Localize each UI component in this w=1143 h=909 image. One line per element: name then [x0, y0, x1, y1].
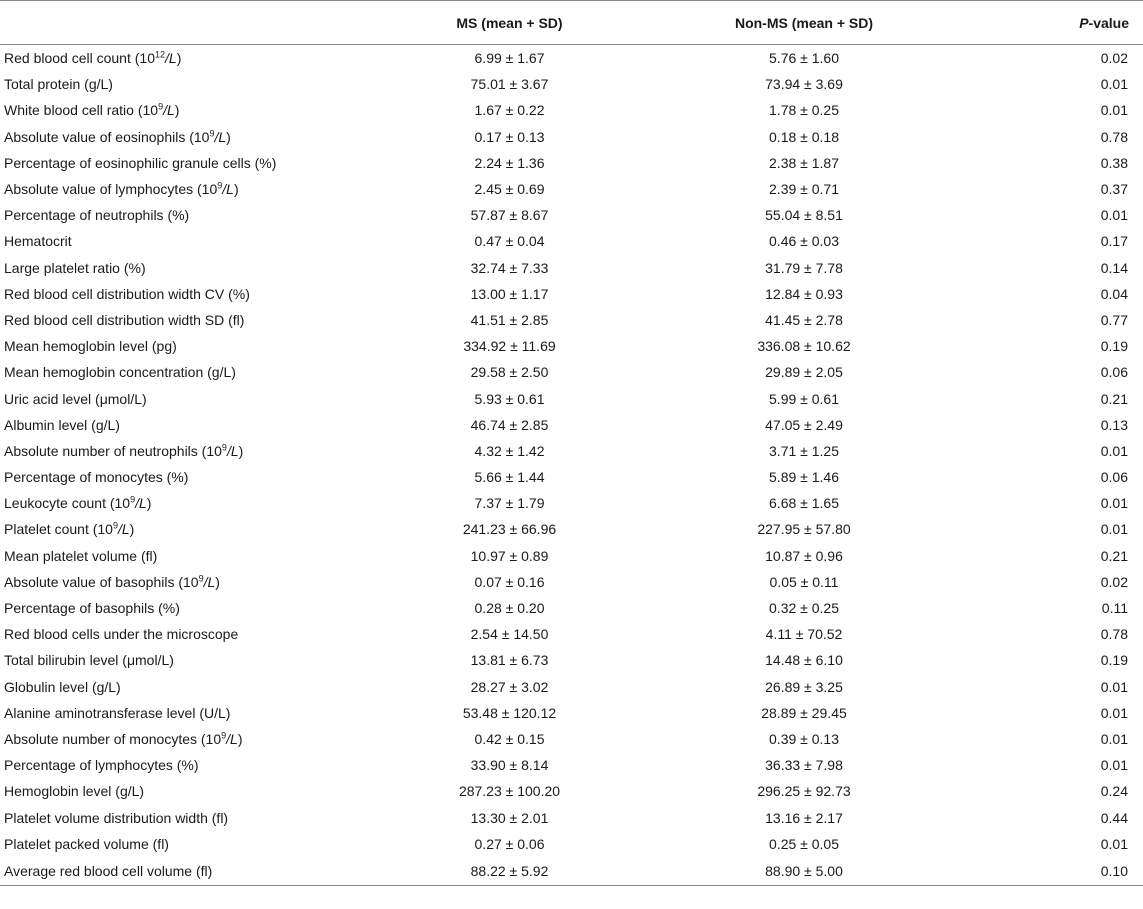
row-p-value: 0.21 [1100, 547, 1128, 564]
row-non-ms-value: 2.38 ± 1.87 [769, 154, 839, 171]
row-label [0, 228, 382, 254]
table-row [0, 595, 1143, 621]
row-label [0, 124, 382, 150]
row-p-value: 0.01 [1100, 207, 1128, 224]
row-non-ms-value: 5.99 ± 0.61 [769, 390, 839, 407]
row-label-exponent: 9 [209, 128, 215, 138]
table-row [0, 281, 1143, 307]
row-ms-value: 2.24 ± 1.36 [474, 154, 545, 171]
row-label [0, 857, 382, 886]
row-label-text: Percentage of neutrophils (%) [4, 207, 190, 224]
table-row [0, 97, 1143, 123]
row-ms-value: 41.51 ± 2.85 [470, 311, 549, 328]
header-p-rest: -value [1088, 14, 1129, 31]
row-label [0, 438, 382, 464]
table-row [0, 726, 1143, 752]
row-label-text: Percentage of lymphocytes (%) [4, 757, 199, 774]
row-non-ms-value: 47.05 ± 2.49 [765, 416, 843, 433]
row-p-value: 0.11 [1101, 600, 1128, 617]
row-label [0, 255, 382, 281]
row-ms-value: 57.87 ± 8.67 [470, 207, 549, 224]
row-ms-value: 0.47 ± 0.04 [474, 233, 545, 250]
row-non-ms-value: 36.33 ± 7.98 [765, 757, 843, 774]
table-row [0, 831, 1143, 857]
row-label [0, 752, 382, 778]
row-label-exponent: 9 [217, 180, 223, 191]
row-ms-value: 241.23 ± 66.96 [462, 521, 557, 538]
row-label-tail: ) [176, 50, 182, 67]
row-non-ms-value: 0.18 ± 0.18 [769, 128, 839, 145]
row-ms-value: 0.07 ± 0.16 [474, 573, 545, 590]
row-label-text: Uric acid level (μmol/L) [4, 390, 147, 407]
row-label-text: Absolute value of lymphocytes (10 [4, 181, 218, 198]
row-label-exponent: 9 [198, 573, 204, 584]
row-label-unit: /L [117, 521, 130, 538]
table-row [0, 464, 1143, 490]
row-label [0, 333, 382, 359]
row-ms-value: 0.27 ± 0.06 [474, 835, 545, 852]
row-label-exponent: 9 [221, 442, 227, 453]
row-ms-value: 5.93 ± 0.61 [474, 390, 545, 407]
row-non-ms-value: 0.05 ± 0.11 [769, 573, 839, 590]
row-label [0, 595, 382, 621]
row-label-text: White blood cell ratio (10 [4, 102, 159, 119]
row-ms-value: 0.17 ± 0.13 [474, 128, 545, 145]
row-ms-value: 2.54 ± 14.50 [470, 626, 549, 643]
row-non-ms-value: 4.11 ± 70.52 [765, 626, 843, 643]
table-row [0, 438, 1143, 464]
table-body [0, 45, 1143, 886]
row-label-tail: ) [129, 521, 135, 538]
row-non-ms-value: 0.32 ± 0.25 [769, 600, 839, 617]
table-row [0, 700, 1143, 726]
row-non-ms-value: 0.25 ± 0.05 [769, 835, 839, 852]
row-label-text: Albumin level (g/L) [4, 416, 120, 433]
row-label [0, 569, 382, 595]
row-p-value: 0.01 [1100, 442, 1128, 459]
row-ms-value: 10.97 ± 0.89 [470, 547, 549, 564]
row-p-value: 0.78 [1100, 128, 1128, 145]
header-p-value [983, 1, 1143, 45]
table-row [0, 647, 1143, 673]
row-ms-value: 33.90 ± 8.14 [470, 757, 549, 774]
row-ms-value: 2.45 ± 0.69 [474, 181, 545, 198]
row-label-tail: ) [238, 442, 244, 459]
row-ms-value: 32.74 ± 7.33 [470, 259, 549, 276]
row-p-value: 0.38 [1100, 154, 1128, 171]
row-label-text: Percentage of basophils (%) [4, 600, 180, 617]
row-p-value: 0.78 [1100, 626, 1128, 643]
row-label [0, 726, 382, 752]
table-row [0, 71, 1143, 97]
row-label-exponent: 9 [112, 520, 118, 531]
row-label-text: Percentage of eosinophilic granule cells (%) [4, 154, 277, 171]
table-row [0, 385, 1143, 411]
row-ms-value: 53.48 ± 120.12 [462, 704, 557, 721]
row-label-exponent: 9 [221, 730, 227, 741]
row-p-value: 0.01 [1100, 730, 1128, 747]
row-p-value: 0.37 [1100, 181, 1128, 198]
row-label-text: Platelet count (10 [4, 521, 113, 538]
row-label-text: Mean hemoglobin concentration (g/L) [4, 364, 236, 381]
row-label-text: Platelet volume distribution width (fl) [4, 809, 229, 826]
row-non-ms-value: 1.78 ± 0.25 [769, 102, 839, 119]
row-label-text: Red blood cell distribution width SD (fl) [4, 311, 245, 328]
row-label-unit: /L [163, 102, 175, 119]
table-row [0, 255, 1143, 281]
row-ms-value: 334.92 ± 11.69 [463, 338, 556, 355]
row-non-ms-value: 13.16 ± 2.17 [765, 809, 843, 826]
row-non-ms-value: 31.79 ± 7.78 [765, 259, 843, 276]
row-label-tail: ) [174, 102, 180, 119]
row-label [0, 464, 382, 490]
row-non-ms-value: 41.45 ± 2.78 [765, 311, 843, 328]
row-p-value: 0.10 [983, 857, 1143, 886]
row-ms-value: 7.37 ± 1.79 [474, 495, 545, 512]
row-p-value: 0.13 [1100, 416, 1128, 433]
row-ms-value: 6.99 ± 1.67 [474, 50, 545, 67]
table-row [0, 752, 1143, 778]
row-ms-value: 5.66 ± 1.44 [474, 469, 545, 486]
row-label-exponent: 12 [155, 49, 166, 60]
row-label [0, 281, 382, 307]
table-row [0, 543, 1143, 569]
row-non-ms-value: 5.89 ± 1.46 [769, 469, 839, 486]
table-row [0, 516, 1143, 542]
table-row [0, 857, 1143, 886]
row-ms-value: 0.28 ± 0.20 [474, 600, 545, 617]
row-non-ms-value: 227.95 ± 57.80 [757, 521, 851, 538]
table-row [0, 621, 1143, 647]
row-label-text: Platelet packed volume (fl) [4, 835, 169, 852]
table-row [0, 804, 1143, 830]
row-label [0, 202, 382, 228]
table-row [0, 333, 1143, 359]
row-non-ms-value: 12.84 ± 0.93 [765, 285, 843, 302]
table-row [0, 202, 1143, 228]
row-label-tail: ) [146, 495, 152, 512]
row-non-ms-value: 336.08 ± 10.62 [757, 338, 851, 355]
row-label-text: Leukocyte count (10 [4, 495, 131, 512]
table-row [0, 674, 1143, 700]
row-ms-value: 88.22 ± 5.92 [382, 857, 612, 886]
row-label-text: Red blood cells under the microscope [4, 626, 239, 643]
header-variable [0, 1, 382, 45]
table-row [0, 45, 1143, 72]
row-p-value: 0.14 [1100, 259, 1128, 276]
row-label [0, 307, 382, 333]
row-ms-value: 29.58 ± 2.50 [470, 364, 549, 381]
row-label [0, 700, 382, 726]
row-label-tail: ) [226, 128, 231, 145]
row-label-text: Alanine aminotransferase level (U/L) [4, 704, 231, 721]
row-label-text: Percentage of monocytes (%) [4, 469, 189, 486]
row-non-ms-value: 88.90 ± 5.00 [612, 857, 983, 886]
row-ms-value: 75.01 ± 3.67 [470, 76, 549, 93]
row-ms-value: 1.67 ± 0.22 [474, 102, 545, 119]
row-p-value: 0.01 [1100, 521, 1128, 538]
row-non-ms-value: 10.87 ± 0.96 [765, 547, 843, 564]
row-label-text: Hemoglobin level (g/L) [4, 783, 145, 800]
row-label [0, 804, 382, 830]
row-p-value: 0.17 [1100, 233, 1128, 250]
row-label-text: Absolute value of basophils (10 [4, 573, 199, 590]
row-p-value: 0.06 [1100, 469, 1128, 486]
row-label-text: Red blood cell count (10 [4, 50, 155, 67]
row-ms-value: 13.30 ± 2.01 [470, 809, 549, 826]
row-label [0, 45, 382, 72]
row-non-ms-value: 0.39 ± 0.13 [769, 730, 839, 747]
row-non-ms-value: 296.25 ± 92.73 [757, 783, 851, 800]
row-label [0, 543, 382, 569]
row-p-value: 0.01 [1100, 76, 1128, 93]
row-non-ms-value: 55.04 ± 8.51 [765, 207, 843, 224]
row-p-value: 0.77 [1100, 311, 1128, 328]
table-row [0, 778, 1143, 804]
row-non-ms-value: 6.68 ± 1.65 [769, 495, 839, 512]
row-label-text: Globulin level (g/L) [4, 678, 121, 695]
row-label-text: Hematocrit [4, 233, 72, 250]
table-row [0, 490, 1143, 516]
row-label [0, 647, 382, 673]
table-row [0, 124, 1143, 150]
row-p-value: 0.01 [1100, 704, 1128, 721]
row-non-ms-value: 0.46 ± 0.03 [769, 233, 839, 250]
row-label-text: Mean platelet volume (fl) [4, 547, 158, 564]
row-p-value: 0.01 [1100, 835, 1128, 852]
row-label-exponent: 9 [158, 101, 164, 112]
row-label [0, 97, 382, 123]
row-label [0, 490, 382, 516]
table-header-row [0, 1, 1143, 45]
row-label-text: Total protein (g/L) [4, 76, 113, 93]
row-label-exponent: 9 [130, 494, 136, 505]
table-row [0, 150, 1143, 176]
row-label-unit: /L [214, 128, 227, 145]
table-row [0, 228, 1143, 254]
row-p-value: 0.44 [1100, 809, 1128, 826]
row-non-ms-value: 29.89 ± 2.05 [765, 364, 843, 381]
header-ms: MS (mean + SD) [382, 1, 612, 45]
row-p-value: 0.01 [1100, 757, 1128, 774]
row-label-text: Large platelet ratio (%) [4, 259, 146, 276]
row-label [0, 831, 382, 857]
row-label-tail: ) [233, 181, 239, 198]
row-p-value: 0.01 [1100, 102, 1128, 119]
row-label [0, 150, 382, 176]
row-label-unit: /L [165, 50, 177, 67]
row-ms-value: 287.23 ± 100.20 [458, 783, 561, 800]
row-p-value: 0.21 [1100, 390, 1128, 407]
row-label-text: Average red blood cell volume (fl) [4, 862, 213, 879]
table-row [0, 176, 1143, 202]
row-label [0, 359, 382, 385]
row-label [0, 516, 382, 542]
row-ms-value: 13.81 ± 6.73 [470, 652, 549, 669]
row-p-value: 0.19 [1100, 652, 1128, 669]
row-label-tail: ) [237, 730, 243, 747]
table-row [0, 307, 1143, 333]
table-row [0, 359, 1143, 385]
table-row [0, 412, 1143, 438]
row-label [0, 412, 382, 438]
row-label [0, 385, 382, 411]
row-label-tail: ) [215, 573, 220, 590]
row-ms-value: 46.74 ± 2.85 [470, 416, 549, 433]
header-p-italic: P [1079, 14, 1089, 31]
row-non-ms-value: 73.94 ± 3.69 [765, 76, 843, 93]
row-label [0, 674, 382, 700]
row-label-text: Absolute value of eosinophils (10 [4, 128, 210, 145]
row-label-unit: /L [226, 442, 239, 459]
row-label-unit: /L [226, 730, 238, 747]
row-non-ms-value: 14.48 ± 6.10 [765, 652, 843, 669]
row-p-value: 0.01 [1100, 495, 1128, 512]
row-non-ms-value: 3.71 ± 1.25 [769, 442, 839, 459]
row-label-text: Mean hemoglobin level (pg) [4, 338, 177, 355]
header-non-ms: Non-MS (mean + SD) [612, 1, 983, 45]
row-p-value: 0.04 [1100, 285, 1128, 302]
row-non-ms-value: 26.89 ± 3.25 [765, 678, 843, 695]
row-label-unit: /L [135, 495, 147, 512]
row-ms-value: 0.42 ± 0.15 [474, 730, 545, 747]
row-p-value: 0.02 [1100, 50, 1128, 67]
row-label-text: Absolute number of neutrophils (10 [4, 442, 222, 459]
row-p-value: 0.06 [1100, 364, 1128, 381]
row-label [0, 71, 382, 97]
row-label-text: Absolute number of monocytes (10 [4, 730, 222, 747]
row-label [0, 621, 382, 647]
row-p-value: 0.19 [1100, 338, 1128, 355]
row-p-value: 0.24 [1100, 783, 1128, 800]
row-non-ms-value: 2.39 ± 0.71 [769, 181, 839, 198]
row-ms-value: 28.27 ± 3.02 [470, 678, 549, 695]
row-label-unit: /L [203, 573, 216, 590]
row-ms-value: 4.32 ± 1.42 [474, 442, 545, 459]
table-row [0, 569, 1143, 595]
row-p-value: 0.02 [1100, 573, 1128, 590]
table-top-rule [0, 0, 1143, 1]
row-label-unit: /L [222, 181, 234, 198]
row-non-ms-value: 28.89 ± 29.45 [761, 704, 847, 721]
row-label-text: Total bilirubin level (μmol/L) [4, 652, 174, 669]
row-label [0, 176, 382, 202]
row-non-ms-value: 5.76 ± 1.60 [769, 50, 839, 67]
row-p-value: 0.01 [1100, 678, 1128, 695]
row-label-text: Red blood cell distribution width CV (%) [4, 285, 250, 302]
row-ms-value: 13.00 ± 1.17 [470, 285, 549, 302]
row-label [0, 778, 382, 804]
